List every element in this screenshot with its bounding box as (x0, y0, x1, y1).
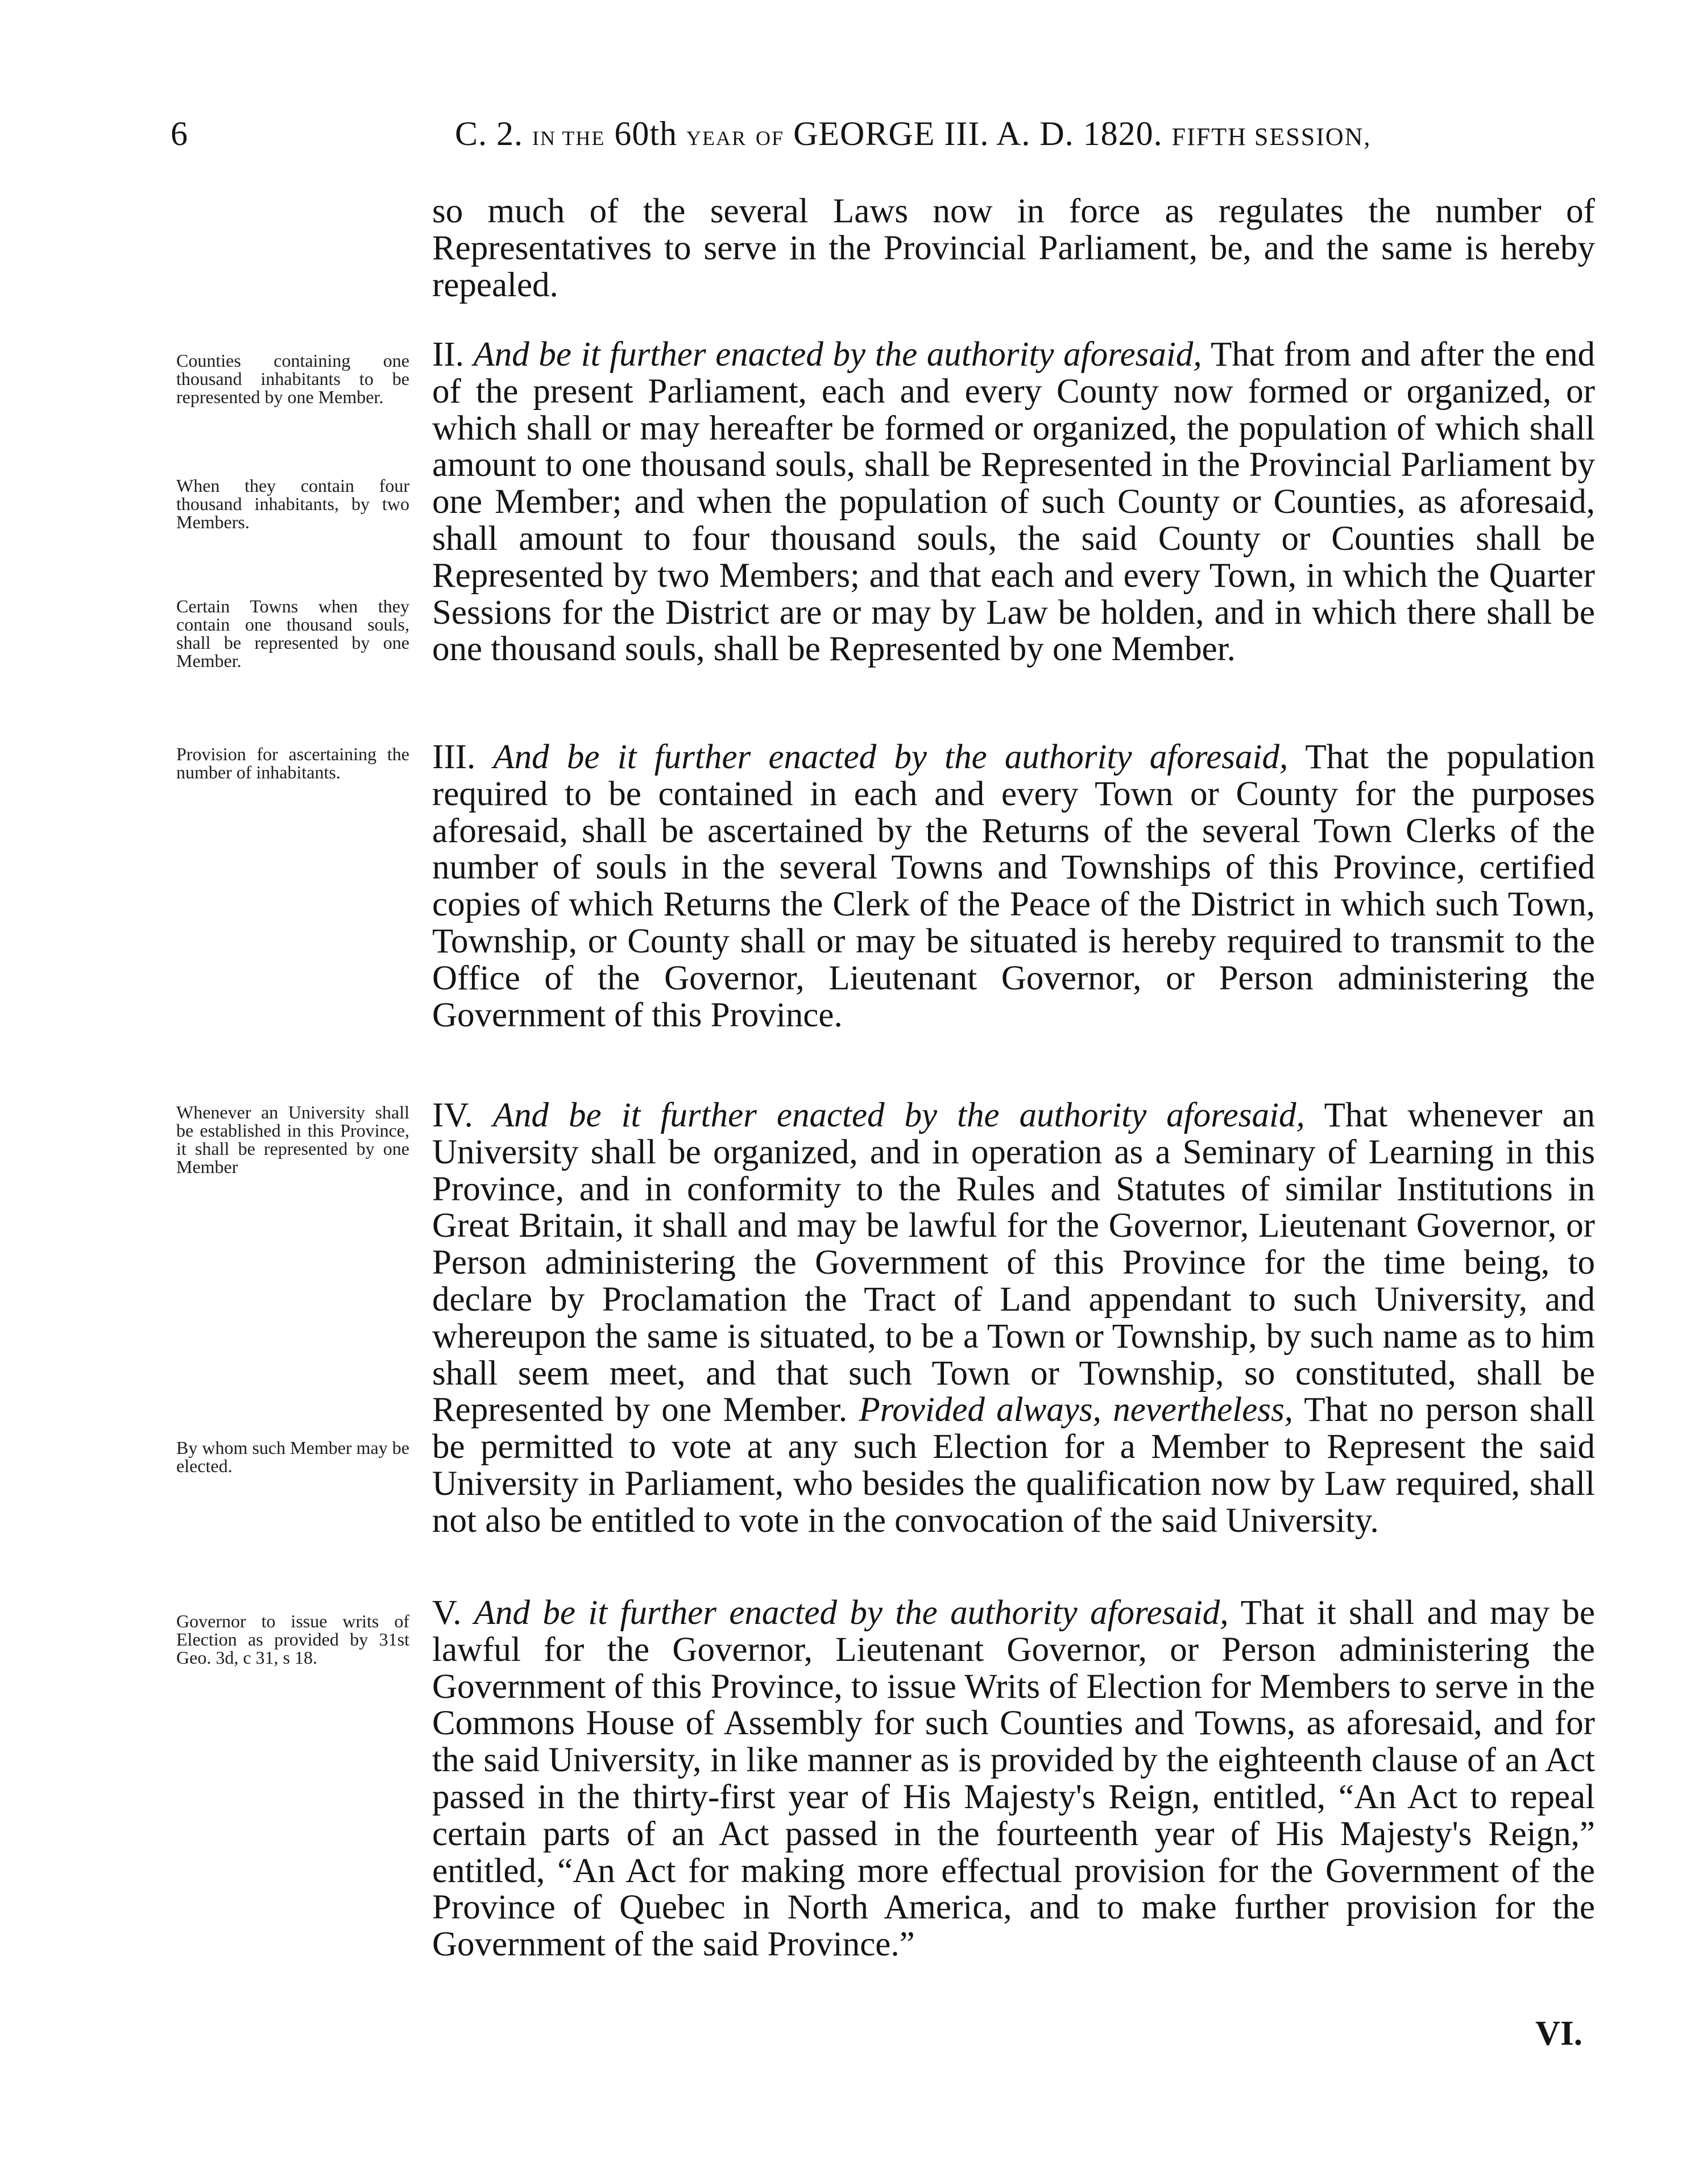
section-v-text: That it shall and may be lawful for the Governor, Lieutenant Governor, or Person administering the Government of this Province, to issue Writs of Election for Members to serve in the Commons House of Assembly for such Counties and Towns, as aforesaid, and for the said University, in like manner as is provided by the eighteenth clause of an Act passed in the thirty-first year of His Majesty's Reign, entitled, “An Act to repeal certain parts of an Act passed in the fourteenth year of His Majesty's Reign,” entitled, “An Act for making more effectual provision for the Government of the Province of Quebec in North America, and to make further provision for the Government of the said Province.” (432, 1594, 1596, 1964)
margin-note-university-member: Whenever an University shall be established in this Province, it shall be represented by one Member (176, 1102, 409, 1177)
section-iii-text: That the population required to be contained in each and every Town or County for the purposes aforesaid, shall be ascertained by the Returns of the several Town Clerks of the number of souls in the several Towns and Townships of this Province, certified copies of which Returns the Clerk of the Peace of the District in which such Town, Township, or County shall or may be situated is hereby required to transmit to the Office of the Governor, Lieutenant Governor, or Person administering the Government of this Province. (432, 738, 1595, 1034)
intro-paragraph (432, 193, 1595, 304)
section-iii-number: III. (432, 738, 476, 776)
margin-note-counties-two-members: When they contain four thousand inhabitants, by two Members. (176, 475, 409, 532)
intro-text: so much of the several Laws now in force as regulates the number of Representatives to serve in the Provincial Parliament, be, and the same is hereby repealed. (432, 192, 1595, 304)
margin-note-who-may-elect: By whom such Member may be elected. (176, 1437, 409, 1476)
section-ii-number: II. (432, 335, 464, 374)
margin-note-writs-of-election: Governor to issue writs of Election as provided by 31st Geo. 3d, c 31, s 18. (176, 1611, 409, 1668)
section-ii (432, 337, 1595, 668)
running-head (455, 117, 1586, 151)
running-head-in-the: IN THE (532, 127, 606, 150)
section-iii-enacting-clause: And be it further enacted by the authority aforesaid, (493, 738, 1289, 776)
catchword: VI. (1535, 2015, 1583, 2053)
section-v-enacting-clause: And be it further enacted by the authority aforesaid, (474, 1594, 1229, 1632)
section-iv-proviso-clause: Provided always, nevertheless, (859, 1391, 1294, 1429)
page-number: 6 (171, 115, 188, 152)
section-iv (432, 1097, 1595, 1540)
section-iii-paragraph (432, 739, 1595, 1034)
running-head-year-number: 60th (614, 115, 678, 152)
section-ii-paragraph (432, 337, 1595, 668)
section-iv-proviso-text: That no person shall be permitted to vote at any such Election for a Member to Represent the said University in Parliament, who besides the qualification now by Law required, shall not also be entitled to vote in the convocation of the said University. (432, 1391, 1595, 1540)
running-head-chapter: C. 2. (455, 115, 524, 152)
section-v-paragraph (432, 1595, 1595, 1963)
section-iv-number: IV. (432, 1096, 473, 1134)
section-ii-text: That from and after the end of the present Parliament, each and every County now formed or organized, or which shall or may hereafter be formed or organized, the population of which shall amount to one thousand souls, shall be Represented in the Provincial Parliament by one Member; and when the population of such County or Counties, as aforesaid, shall amount to four thousand souls, the said County or Counties shall be Represented by two Members; and that each and every Town, in which the Quarter Sessions for the District are or may by Law be holden, and in which there shall be one thousand souls, shall be Represented by one Member. (432, 335, 1596, 669)
section-v (432, 1595, 1595, 1963)
margin-note-towns-one-member: Certain Towns when they contain one thousand souls, shall be represented by one Member. (176, 596, 409, 671)
section-iv-text: That whenever an University shall be organized, and in operation as a Seminary of Learning in this Province, and in conformity to the Rules and Statutes of similar Institutions in Great Britain, it shall and may be lawful for the Governor, Lieutenant Governor, or Person administering the Government of this Province for the time being, to declare by Proclamation the Tract of Land appendant to such University, and whereupon the same is situated, to be a Town or Township, by such name as to him shall seem meet, and that such Town or Township, so constituted, shall be Represented by one Member. (432, 1096, 1596, 1429)
running-head-year-word: YEAR (686, 127, 747, 150)
section-ii-enacting-clause: And be it further enacted by the authority aforesaid, (473, 335, 1202, 374)
section-v-number: V. (432, 1594, 462, 1632)
section-iii (432, 739, 1595, 1034)
margin-note-counties-one-member: Counties containing one thousand inhabitants to be represented by one Member. (176, 350, 409, 407)
section-iv-enacting-clause: And be it further enacted by the authority aforesaid, (492, 1096, 1305, 1134)
running-head-session: FIFTH SESSION, (1171, 123, 1372, 151)
running-head-of-word: OF (756, 127, 785, 150)
running-head-king: GEORGE III. A. D. 1820. (793, 115, 1163, 152)
margin-note-ascertaining-inhabitants: Provision for ascertaining the number of inhabitants. (176, 744, 409, 782)
section-iv-paragraph (432, 1097, 1595, 1540)
